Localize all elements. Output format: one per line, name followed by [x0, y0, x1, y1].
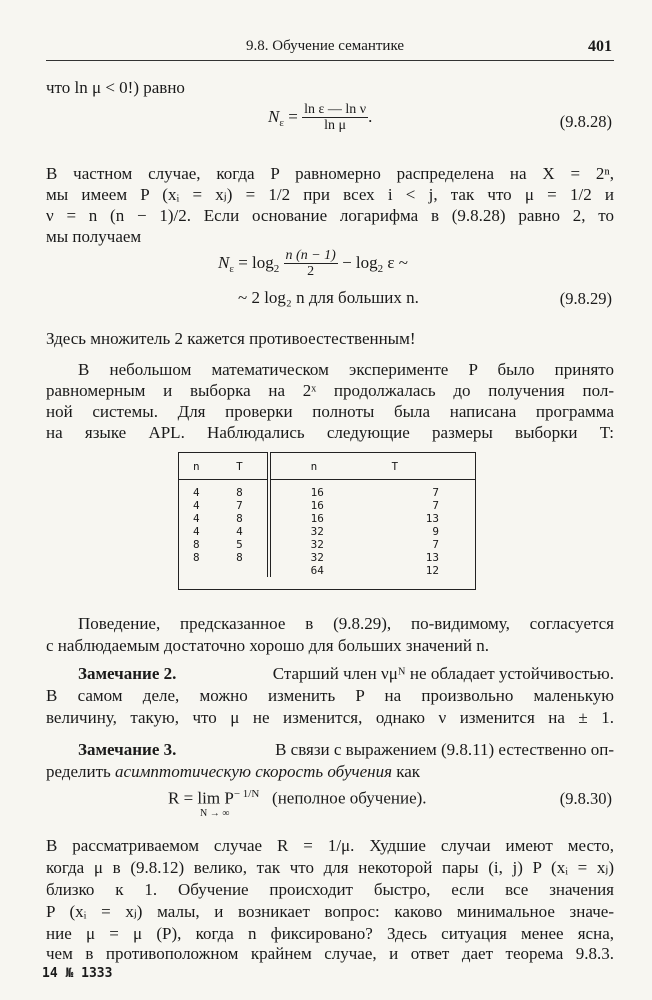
remark3-text: В связи с выражением (9.8.11) естественно оп-: [275, 740, 614, 759]
eq2-numerator: n (n − 1): [285, 248, 336, 263]
table-cell: 8: [222, 512, 269, 525]
eq-lhs: N: [268, 106, 280, 126]
intro-text: что ln μ < 0!) равно: [46, 78, 185, 97]
table-cell: 8: [193, 551, 200, 564]
table-row: [179, 512, 476, 525]
equation-9-8-30: [168, 788, 427, 809]
eq3-exponent: − 1/N: [233, 788, 260, 800]
para3-line: с наблюдаемым достаточно хорошо для больших значений n.: [46, 636, 489, 655]
running-header-title: 9.8. Обучение семантике: [246, 38, 405, 54]
para4-line: В рассматриваемом случае R = 1/μ. Худшие случаи имеют место,: [46, 836, 614, 855]
sample-size-table: [178, 452, 476, 590]
signature-mark: 14 № 1333: [42, 966, 113, 981]
table-cell: 7: [432, 486, 439, 499]
table-cell: 7: [432, 538, 439, 551]
para1-line: мы получаем: [46, 227, 142, 246]
eq2-log2-base: 2: [377, 263, 384, 276]
equation-9-8-29-line1: [218, 248, 408, 280]
remark2-text: Старший член νμᴺ не обладает устойчивостью.: [272, 664, 614, 683]
table-row-spacer: [179, 577, 476, 590]
remark2-line: величину, такую, что μ не изменится, однако ν изменится на ± 1.: [46, 708, 614, 727]
header-rule: [46, 60, 614, 61]
para4-line: P (xᵢ = xⱼ) малы, и возникает вопрос: каково минимальное значе-: [46, 902, 614, 921]
eq2-lhs-sub: ε: [229, 263, 234, 276]
table-row: [179, 480, 476, 500]
eq2-log: = log: [233, 252, 274, 272]
table-cell: 13: [425, 551, 439, 564]
eq3-rhs: (неполное обучение).: [272, 788, 427, 808]
eq3-lhs: R = lim P: [168, 788, 234, 808]
table-cell: 16: [310, 499, 324, 512]
table-cell: 16: [310, 486, 324, 499]
table-cell: 7: [222, 499, 269, 512]
table-cell: 4: [193, 512, 200, 525]
eq2-log-base: 2: [273, 263, 280, 276]
table-cell: 16: [310, 512, 324, 525]
table-cell: 8: [222, 480, 269, 500]
table-cell: 7: [432, 499, 439, 512]
eq2-denominator: 2: [307, 264, 315, 280]
eq-fraction: [302, 102, 368, 134]
para4-line: когда μ в (9.8.12) велико, так что для некоторой пары (i, j) P (xᵢ = xⱼ): [46, 858, 614, 877]
table-cell: 5: [222, 538, 269, 551]
table-header-row: [179, 453, 476, 480]
remark3-italic-term: асимптотическую скорость обучения: [115, 762, 392, 781]
eq2-lhs: N: [218, 252, 230, 272]
table-cell: 4: [222, 525, 269, 538]
remark2-title: Замечание 2.: [78, 664, 177, 683]
para1-line: В частном случае, когда P равномерно распределена на X = 2ⁿ,: [46, 164, 614, 183]
para3-line: Поведение, предсказанное в (9.8.29), по-видимому, согласуется: [78, 614, 614, 633]
remark3-line1: [78, 740, 614, 760]
table-row: [179, 538, 476, 551]
equation-9-8-28: $N_\varepsilon$ = $\frac{\text{ln ε — ln ν}}{\text{ln μ}}$ .: [268, 102, 373, 134]
table-cell: 32: [310, 525, 324, 538]
table-cell: 32: [310, 551, 324, 564]
eq-label-9-8-28: (9.8.28): [559, 112, 612, 131]
eq-label-9-8-29: (9.8.29): [559, 289, 612, 308]
para1-line: мы имеем P (xᵢ = xⱼ) = 1/2 при всех i < j, так что μ = 1/2 и: [46, 185, 614, 204]
page-number: 401: [588, 38, 612, 55]
remark3-text-b: как: [396, 762, 421, 781]
remark3-title: Замечание 3.: [78, 740, 177, 759]
eq3-limit-subscript: N → ∞: [200, 808, 230, 819]
para2-line: ной системы. Для проверки полноты была написана программа: [46, 402, 614, 421]
para2-line: В небольшом математическом эксперименте P было принято: [78, 360, 614, 379]
remark3-line2: [46, 762, 420, 782]
remark3-text-a: ределить: [46, 762, 111, 781]
eq2-tail: ε ~: [383, 252, 408, 272]
table-cell: 32: [310, 538, 324, 551]
remark2-line1: [78, 664, 614, 684]
table-header-cell: T: [222, 453, 269, 480]
table-header-cell: n: [269, 453, 378, 480]
table-cell: 13: [425, 512, 439, 525]
table-row: [179, 564, 476, 577]
table-header-cell: n: [179, 453, 223, 480]
eq2-fraction: [284, 248, 338, 280]
table-cell: 8: [222, 551, 269, 564]
para4-line: ние μ = μ (P), когда n фиксировано? Здесь ситуация менее ясна,: [46, 924, 614, 943]
table-cell: [179, 564, 223, 577]
table-row: [179, 525, 476, 538]
table-row: [179, 499, 476, 512]
table-row: [179, 551, 476, 564]
table-cell: 4: [193, 486, 200, 499]
remark2-line: В самом деле, можно изменить P на произвольно маленькую: [46, 686, 614, 705]
para1-line: ν = n (n − 1)/2. Если основание логарифма в (9.8.28) равно 2, то: [46, 206, 614, 225]
eq-lhs-sub: ε: [279, 117, 284, 130]
eq-label-9-8-30: (9.8.30): [559, 789, 612, 808]
eq-numerator: ln ε — ln ν: [304, 102, 367, 117]
table-cell: 12: [425, 564, 439, 577]
equation-9-8-29-line2: ~ 2 log₂ n для больших n.: [238, 288, 419, 307]
table-header-cell: T: [377, 453, 475, 480]
table-cell: 9: [432, 525, 439, 538]
table-cell: 8: [193, 538, 200, 551]
para2-line: на языке APL. Наблюдались следующие размеры выборки T:: [46, 423, 614, 442]
eq2-log2: − log: [337, 252, 378, 272]
eq-denominator: ln μ: [324, 118, 347, 134]
table-cell: 4: [193, 525, 200, 538]
table-cell: [222, 564, 269, 577]
table-cell: 4: [193, 499, 200, 512]
para2-line: равномерным и выборка на 2ˣ продолжалась до получения пол-: [46, 381, 614, 400]
para4-line: чем в противоположном крайнем случае, и ответ дает теорема 9.8.3.: [46, 944, 614, 963]
remark-line: Здесь множитель 2 кажется противоестественным!: [46, 329, 416, 348]
table-cell: 64: [310, 564, 324, 577]
para4-line: близко к 1. Обучение происходит быстро, если все значения: [46, 880, 614, 899]
